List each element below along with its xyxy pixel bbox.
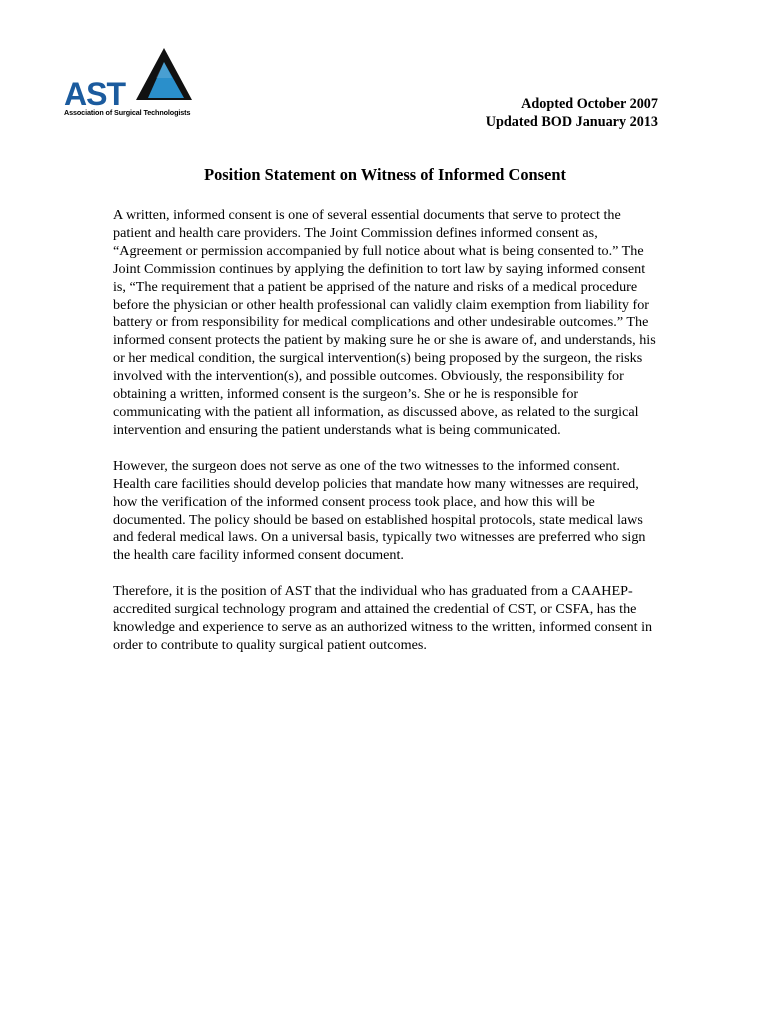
paragraph-2: However, the surgeon does not serve as one of the two witnesses to the informed consent. Health care facilities should develop policies that mandate how many witnesses are required, how the verification of the informed consent process took place, and how this will be documented. The policy should be based on established hospital protocols, state medical laws and federal medical laws. On a universal basis, typically two witnesses are preferred who sign the health care facility informed consent document. <box>113 457 646 564</box>
logo-org-name: Association of Surgical Technologists <box>64 108 191 117</box>
document-title: Position Statement on Witness of Informed Consent <box>204 165 566 184</box>
updated-date: Updated BOD January 2013 <box>485 114 658 130</box>
document-body <box>113 207 661 673</box>
ast-logo <box>64 48 204 120</box>
logo-abbr: AST <box>64 76 125 112</box>
adopted-date: Adopted October 2007 <box>521 96 658 112</box>
adoption-dates <box>486 95 658 131</box>
triangle-logo-icon <box>134 48 192 106</box>
paragraph-3: Therefore, it is the position of AST that the individual who has graduated from a CAAHEP-accredited surgical technology program and attained the credential of CST, or CSFA, has the knowledge and experience to serve as an authorized witness to the written, informed consent in order to contribute to quality surgical patient outcomes. <box>113 583 653 653</box>
paragraph-1: A written, informed consent is one of several essential documents that serve to protect the patient and health care providers. The Joint Commission defines informed consent as, “Agreement or permission accompanied by full notice about what is being consented to.” The Joint Commission continues by applying the definition to tort law by saying informed consent is, “The requirement that a patient be apprised of the nature and risks of a medical procedure before the physician or other health professional can validly claim exemption from liability for battery or from responsibility for medical complications and other undesirable outcomes.” The informed consent protects the patient by making sure he or she is aware of, and understands, his or her medical condition, the surgical intervention(s) being proposed by the surgeon, the risks involved with the intervention(s), and possible outcomes. Obviously, the responsibility for obtaining a written, informed consent is the surgeon’s. She or he is responsible for communicating with the patient all information, as discussed above, as related to the surgical intervention and ensuring the patient understands what is being communicated. <box>113 207 656 438</box>
